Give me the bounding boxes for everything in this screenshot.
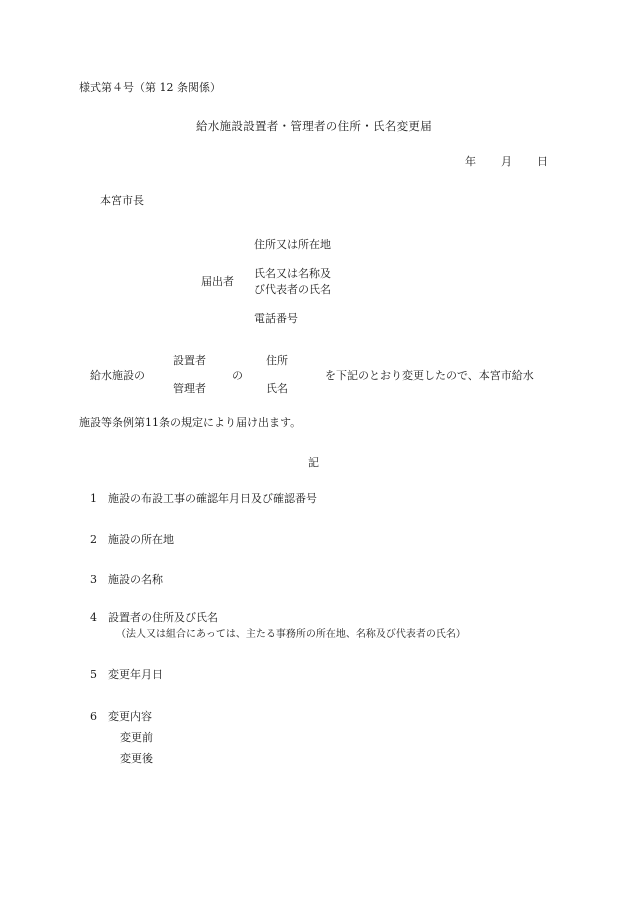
- item-label: 変更内容: [108, 710, 152, 723]
- item-name: 氏名: [266, 382, 288, 395]
- item-label: 施設の所在地: [108, 533, 174, 546]
- change-after-label: 変更後: [120, 752, 153, 765]
- item-number: 4: [90, 611, 97, 624]
- item-note: （法人又は組合にあっては、主たる事務所の所在地、名称及び代表者の氏名）: [116, 629, 466, 640]
- item-label: 変更年月日: [108, 668, 163, 681]
- ki-heading: 記: [308, 456, 319, 469]
- applicant-address-label: 住所又は所在地: [254, 238, 331, 251]
- document-title: 給水施設設置者・管理者の住所・氏名変更届: [196, 119, 432, 133]
- addressee: 本宮市長: [100, 194, 144, 207]
- item-number: 2: [90, 533, 97, 546]
- body-particle: の: [232, 369, 243, 382]
- role-manager: 管理者: [173, 382, 206, 395]
- form-number: 様式第４号（第 12 条関係）: [79, 81, 221, 94]
- item-number: 6: [90, 710, 97, 723]
- item-label: 施設の布設工事の確認年月日及び確認番号: [108, 492, 317, 505]
- body-suffix: を下記のとおり変更したので、本宮市給水: [325, 369, 534, 382]
- applicant-name-label-line1: 氏名又は名称及: [254, 267, 331, 280]
- role-installer: 設置者: [173, 354, 206, 367]
- body-prefix: 給水施設の: [90, 369, 145, 382]
- applicant-name-label-line2: び代表者の氏名: [254, 283, 331, 296]
- date-month-label: 月: [501, 155, 512, 168]
- date-day-label: 日: [537, 155, 548, 168]
- body-line2: 施設等条例第11条の規定により届け出ます。: [79, 416, 302, 429]
- item-label: 施設の名称: [108, 573, 163, 586]
- change-before-label: 変更前: [120, 731, 153, 744]
- item-label: 設置者の住所及び氏名: [108, 611, 218, 624]
- date-year-label: 年: [465, 155, 476, 168]
- applicant-phone-label: 電話番号: [254, 312, 298, 325]
- item-number: 5: [90, 668, 97, 681]
- item-address: 住所: [266, 354, 288, 367]
- applicant-label: 届出者: [201, 275, 234, 288]
- item-number: 1: [90, 492, 97, 505]
- item-number: 3: [90, 573, 97, 586]
